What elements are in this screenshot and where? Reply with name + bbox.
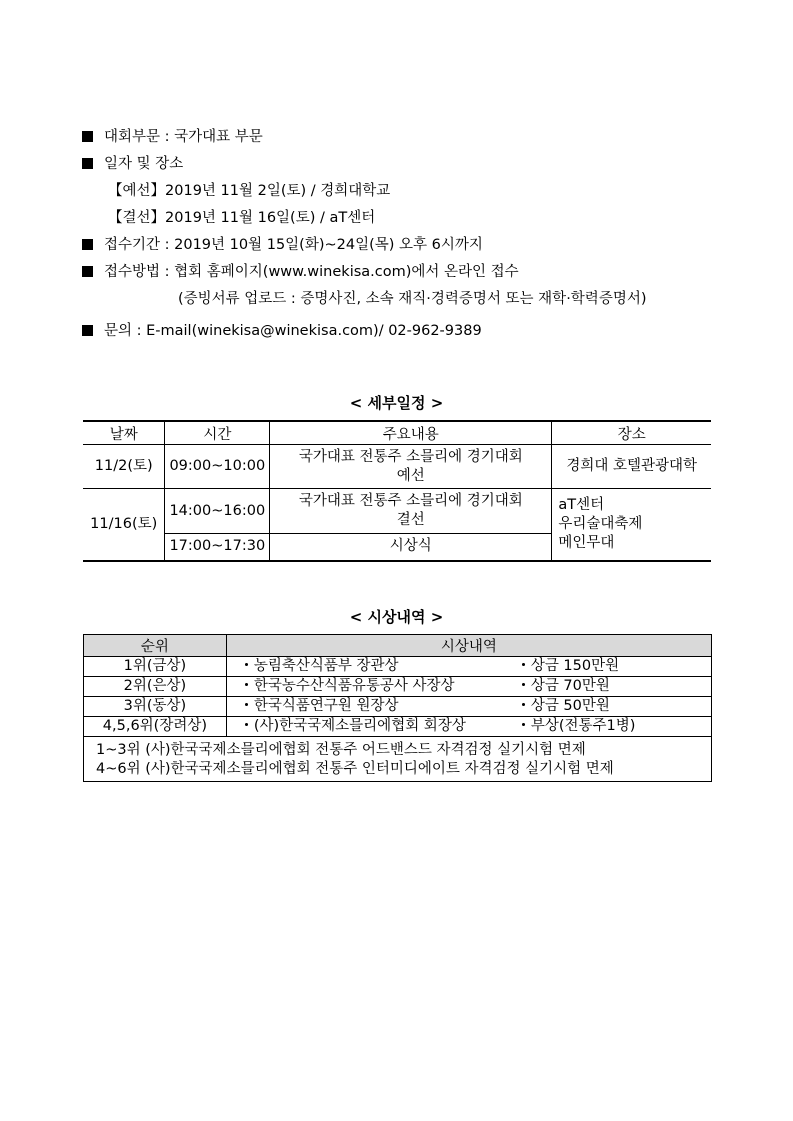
info-final: 【결선】2019년 11월 16일(토) / aT센터 (108, 210, 376, 226)
cell-rank: 4,5,6위(장려상) (84, 717, 227, 737)
cell-prize: 부상(전통주1병) (530, 718, 636, 734)
schedule-header-row (83, 421, 711, 445)
info-category: 대회부문 : 국가대표 부문 (80, 124, 760, 151)
col-header-time: 시간 (165, 421, 270, 445)
cell-place: aT센터 우리술대축제 메인무대 (552, 489, 711, 561)
cell-content: 국가대표 전통주 소믈리에 경기대회 예선 (270, 445, 552, 489)
bullet-icon (245, 683, 248, 686)
cell-time: 14:00~16:00 (165, 489, 270, 534)
cell-prize: 상금 70만원 (530, 678, 610, 694)
cell-rank: 2위(은상) (84, 677, 227, 697)
cell-rank: 3위(동상) (84, 697, 227, 717)
bullet-icon (522, 703, 525, 706)
square-bullet-icon (82, 158, 93, 169)
col-header-rank: 순위 (84, 635, 227, 657)
info-method: 접수방법 : 협회 홈페이지(www.winekisa.com)에서 온라인 접수 (80, 259, 760, 286)
table-row (83, 489, 711, 534)
bullet-icon (522, 683, 525, 686)
schedule-table (83, 420, 711, 562)
awards-title: < 시상내역 > (349, 608, 444, 626)
info-section (80, 124, 760, 345)
cell-content: 시상식 (270, 534, 552, 561)
cell-date: 11/2(토) (94, 458, 153, 474)
bullet-icon (522, 663, 525, 666)
cell-time: 09:00~10:00 (165, 445, 270, 489)
awards-note-row (84, 760, 712, 782)
awards-note-2: 4~6위 (사)한국국제소믈리에협회 전통주 인터미디에이트 자격검정 실기시험 면제 (96, 761, 614, 777)
bullet-icon (245, 723, 248, 726)
col-header-place: 장소 (552, 421, 711, 445)
cell-place: 경희대 호텔관광대학 (552, 445, 711, 489)
table-row (84, 697, 712, 717)
schedule-title: < 세부일정 > (349, 394, 444, 412)
bullet-icon (245, 663, 248, 666)
cell-time: 17:00~17:30 (165, 534, 270, 561)
awards-note-row (84, 737, 712, 761)
table-row (84, 717, 712, 737)
col-header-award: 시상내역 (226, 635, 711, 657)
cell-award: 한국식품연구원 원장상 (253, 698, 399, 714)
info-contact: 문의 : E-mail(winekisa@winekisa.com)/ 02-962-9389 (80, 318, 760, 345)
square-bullet-icon (82, 131, 93, 142)
square-bullet-icon (82, 266, 93, 277)
cell-award: (사)한국국제소믈리에협회 회장상 (253, 718, 466, 734)
cell-prize: 상금 50만원 (530, 698, 610, 714)
awards-header-row (84, 635, 712, 657)
square-bullet-icon (82, 239, 93, 250)
cell-content: 국가대표 전통주 소믈리에 경기대회 결선 (270, 489, 552, 534)
table-row (83, 445, 711, 489)
table-row (84, 677, 712, 697)
cell-rank: 1위(금상) (84, 657, 227, 677)
info-prelim: 【예선】2019년 11월 2일(토) / 경희대학교 (108, 183, 391, 199)
awards-note-1: 1~3위 (사)한국국제소믈리에협회 전통주 어드밴스드 자격검정 실기시험 면제 (96, 742, 586, 758)
col-header-content: 주요내용 (270, 421, 552, 445)
cell-award: 한국농수산식품유통공사 사장상 (253, 678, 455, 694)
cell-prize: 상금 150만원 (530, 658, 620, 674)
bullet-icon (522, 723, 525, 726)
cell-award: 농림축산식품부 장관상 (253, 658, 399, 674)
cell-date: 11/16(토) (83, 489, 165, 561)
square-bullet-icon (82, 325, 93, 336)
info-docs: (증빙서류 업로드 : 증명사진, 소속 재직·경력증명서 또는 재학·학력증명서) (178, 291, 647, 307)
info-period: 접수기간 : 2019년 10월 15일(화)~24일(목) 오후 6시까지 (80, 232, 760, 259)
awards-table (83, 634, 712, 782)
bullet-icon (245, 703, 248, 706)
table-row (84, 657, 712, 677)
info-date-place: 일자 및 장소 (80, 151, 760, 178)
col-header-date: 날짜 (83, 421, 165, 445)
